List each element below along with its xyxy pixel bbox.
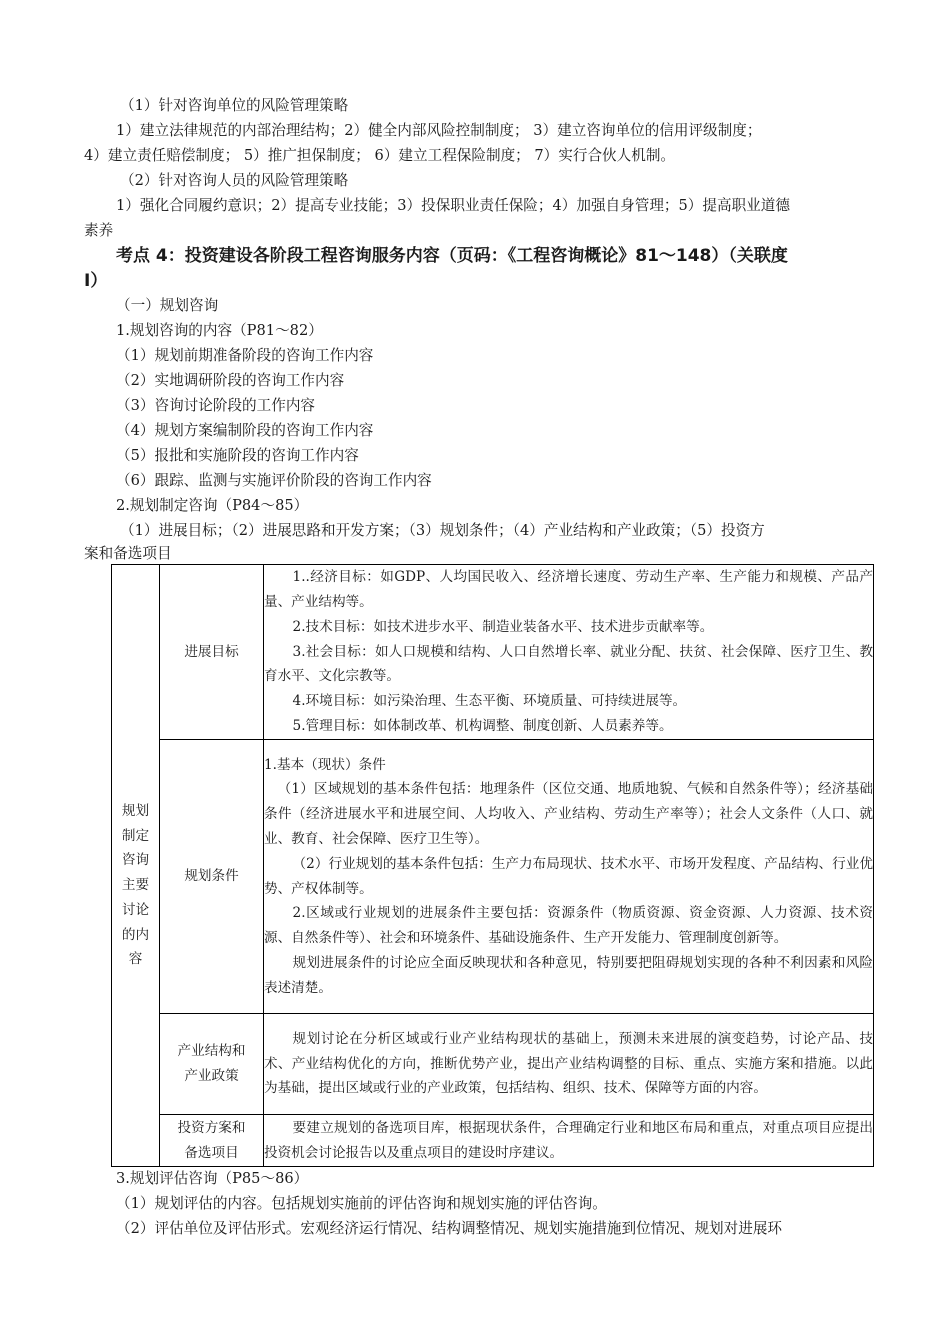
body-line-8: （6）跟踪、监测与实施评价阶段的咨询工作内容 [116, 472, 432, 489]
body-line-7: （5）报批和实施阶段的咨询工作内容 [116, 447, 359, 464]
content-paragraph: 4.环境目标：如污染治理、生态平衡、环境质量、可持续进展等。 [292, 693, 687, 710]
footer-line-1: 3.规划评估咨询（P85～86） [116, 1170, 309, 1187]
intro-line-5: 1）强化合同履约意识；2）提高专业技能；3）投保职业责任保险；4）加强自身管理；5）提高职业道德 [116, 197, 790, 214]
content-paragraph: （2）行业规划的基本条件包括：生产力布局现状、技术水平、市场开发程度、产品结构、行业优势、产权体制等。 [264, 855, 873, 897]
content-paragraph: （1）区域规划的基本条件包括：地理条件（区位交通、地质地貌、气候和自然条件等）；经济基础条件（经济进展水平和进展空间、人均收入、产业结构、劳动生产率等）；社会人文条件（人口、就业、教育、社会保障、医疗卫生等）。 [264, 781, 873, 847]
body-line-2: 1.规划咨询的内容（P81～82） [116, 322, 323, 339]
section-heading-line-1: 考点 4：投资建设各阶段工程咨询服务内容（页码：《工程咨询概论》81～148）（关联度 [116, 246, 788, 266]
merged-label-line: 制定 [121, 827, 150, 844]
table-row [112, 565, 874, 740]
content-paragraph: 2.区域或行业规划的进展条件主要包括：资源条件（物质资源、资金资源、人力资源、技术资源、自然条件等）、社会和环境条件、基础设施条件、生产开发能力、管理制度创新等。 [264, 905, 873, 947]
merged-label-line: 的内 [121, 926, 150, 943]
row-label: 备选项目 [184, 1144, 239, 1161]
content-paragraph: 3.社会目标：如人口规模和结构、人口自然增长率、就业分配、扶贫、社会保障、医疗卫生、教育水平、文化宗教等。 [264, 643, 873, 685]
merged-label-line: 讨论 [121, 901, 150, 918]
merged-label-line: 规划 [121, 802, 150, 819]
body-line-5: （3）咨询讨论阶段的工作内容 [116, 397, 316, 414]
merged-label-line: 主要 [121, 877, 150, 894]
body-line-1: （一）规划咨询 [116, 297, 219, 314]
planning-content-table [111, 564, 874, 1167]
footer-line-2: （1）规划评估的内容。包括规划实施前的评估咨询和规划实施的评估咨询。 [116, 1195, 607, 1212]
row-content-cell [264, 1115, 874, 1167]
row-label: 投资方案和 [177, 1119, 246, 1136]
intro-line-4: （2）针对咨询人员的风险管理策略 [120, 172, 349, 189]
table-row [112, 1115, 874, 1167]
row-content-cell [264, 1014, 874, 1115]
merged-label-line: 容 [128, 951, 143, 968]
content-paragraph: 2.技术目标：如技术进步水平、制造业装备水平、技术进步贡献率等。 [292, 618, 714, 635]
intro-line-2: 1）建立法律规范的内部治理结构；2）健全内部风险控制制度； 3）建立咨询单位的信用评级制度； [116, 122, 762, 139]
row-label-cell [160, 565, 264, 740]
body-line-4: （2）实地调研阶段的咨询工作内容 [116, 372, 345, 389]
content-paragraph: 5.管理目标：如体制改革、机构调整、制度创新、人员素养等。 [292, 717, 673, 734]
intro-line-1: （1）针对咨询单位的风险管理策略 [120, 97, 349, 114]
row-label-cell [160, 1014, 264, 1115]
row-label: 进展目标 [184, 643, 239, 660]
row-label-cell [160, 740, 264, 1014]
content-paragraph: 1.基本（现状）条件 [264, 756, 386, 773]
content-paragraph: 规划讨论在分析区域或行业产业结构现状的基础上，预测未来进展的演变趋势，讨论产品、技术、产业结构优化的方向，推断优势产业，提出产业结构调整的目标、重点、实施方案和措施。以此为基础，提出区域或行业的产业政策，包括结构、组织、技术、保障等方面的内容。 [264, 1030, 873, 1097]
intro-line-6: 素养 [84, 222, 114, 239]
content-paragraph: 1..经济目标：如GDP、人均国民收入、经济增长速度、劳动生产率、生产能力和规模、产品产量、产业结构等。 [264, 569, 873, 610]
table-row [112, 1014, 874, 1115]
content-paragraph: 规划进展条件的讨论应全面反映现状和各种意见，特别要把阻碍规划实现的各种不利因素和风险表述清楚。 [264, 954, 873, 996]
row-content-cell [264, 740, 874, 1014]
body-line-9: 2.规划制定咨询（P84～85） [116, 497, 309, 514]
section-heading-line-2: Ⅰ） [84, 271, 108, 291]
content-paragraph: 要建立规划的备选项目库，根据现状条件，合理确定行业和地区布局和重点，对重点项目应提出投资机会讨论报告以及重点项目的建设时序建议。 [264, 1119, 873, 1161]
table-row [112, 740, 874, 1014]
row-label: 产业结构和 [177, 1043, 246, 1060]
body-line-10: （1）进展目标；（2）进展思路和开发方案；（3）规划条件；（4）产业结构和产业政策；（5）投资方 [120, 522, 765, 539]
row-label: 产业政策 [184, 1068, 239, 1084]
merged-label-line: 咨询 [121, 852, 150, 869]
body-line-11: 案和备选项目 [84, 545, 172, 562]
intro-line-3: 4）建立责任赔偿制度； 5）推广担保制度； 6）建立工程保险制度； 7）实行合伙人机制。 [84, 147, 676, 164]
footer-line-3: （2）评估单位及评估形式。宏观经济运行情况、结构调整情况、规划实施措施到位情况、规划对进展环 [116, 1220, 783, 1237]
row-content-cell [264, 565, 874, 740]
body-line-3: （1）规划前期准备阶段的咨询工作内容 [116, 347, 374, 364]
body-line-6: （4）规划方案编制阶段的咨询工作内容 [116, 422, 374, 439]
row-label-cell [160, 1115, 264, 1167]
row-label: 规划条件 [184, 868, 239, 885]
merged-row-label [112, 565, 160, 1167]
